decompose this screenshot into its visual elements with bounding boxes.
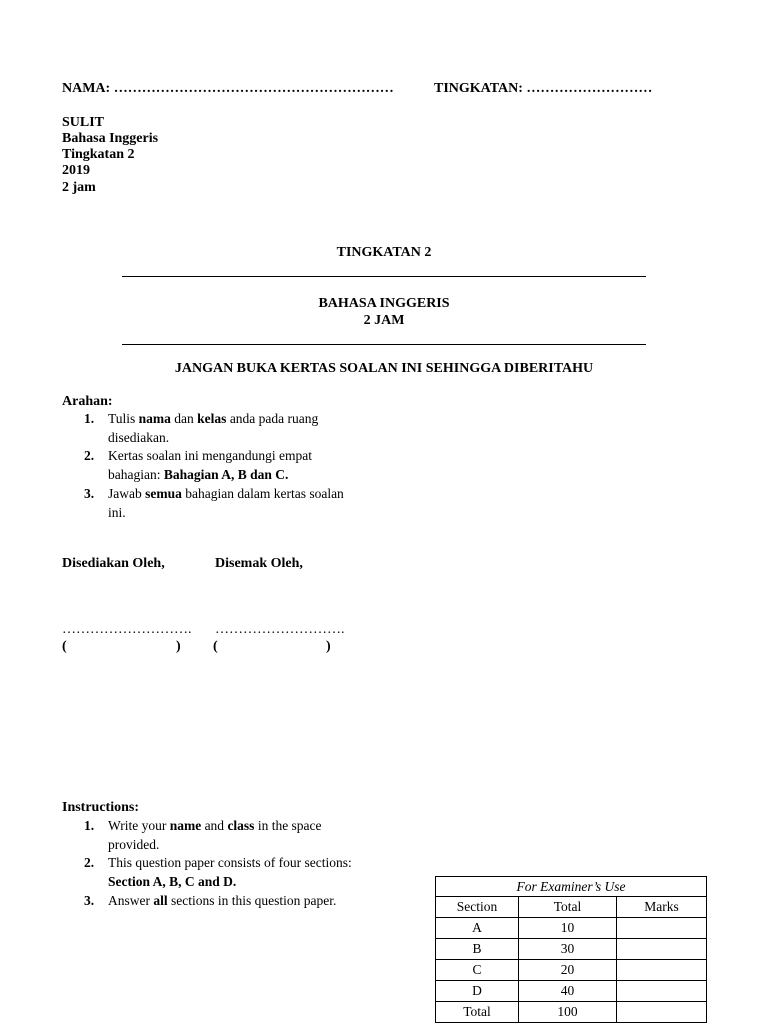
cell-marks[interactable] (617, 981, 707, 1002)
name-field-label: NAMA: …………………………………………………… (62, 81, 394, 96)
header-total: Total (519, 897, 617, 918)
cell-marks[interactable] (617, 960, 707, 981)
cell-total: 100 (519, 1002, 617, 1023)
arahan-item-1: 1. Tulis nama dan kelas anda pada ruang disediakan. (84, 411, 319, 445)
title-divider-top (122, 276, 646, 277)
cell-total: 40 (519, 981, 617, 1002)
table-row-total (436, 1002, 707, 1023)
checked-by-label: Disemak Oleh, (215, 556, 303, 571)
cell-marks[interactable] (617, 939, 707, 960)
year-text: 2019 (62, 163, 90, 178)
prepared-signature-line: ………………………. (62, 622, 192, 637)
cell-marks[interactable] (617, 1002, 707, 1023)
header-marks: Marks (617, 897, 707, 918)
cell-section: B (436, 939, 519, 960)
cell-section: D (436, 981, 519, 1002)
checked-signature-line: ………………………. (215, 622, 345, 637)
subject-text: Bahasa Inggeris (62, 131, 159, 146)
examiner-marks-table (435, 876, 707, 1023)
instruction-item-number: 3. (84, 893, 95, 908)
duration-text: 2 jam (62, 180, 96, 195)
cell-total: 10 (519, 918, 617, 939)
instruction-item-2: 2. This question paper consists of four sections: Section A, B, C and D. (84, 855, 352, 889)
title-duration: 2 JAM (363, 313, 405, 328)
checked-paren-open: ( (213, 639, 218, 654)
arahan-heading: Arahan: (62, 394, 113, 409)
table-row (436, 960, 707, 981)
cell-total: 30 (519, 939, 617, 960)
cell-section: A (436, 918, 519, 939)
cell-section: Total (436, 1002, 519, 1023)
cell-marks[interactable] (617, 918, 707, 939)
title-divider-bottom (122, 344, 646, 345)
cell-section: C (436, 960, 519, 981)
instructions-heading: Instructions: (62, 800, 140, 815)
prepared-by-label: Disediakan Oleh, (62, 556, 165, 571)
instruction-item-1: 1. Write your name and class in the space provided. (84, 818, 322, 852)
warning-text: JANGAN BUKA KERTAS SOALAN INI SEHINGGA DIBERITAHU (174, 361, 594, 376)
checked-paren-close: ) (326, 639, 331, 654)
table-row (436, 981, 707, 1002)
arahan-item-2: 2. Kertas soalan ini mengandungi empat bahagian: Bahagian A, B dan C. (84, 448, 312, 482)
title-subject: BAHASA INGGERIS (318, 296, 450, 311)
instruction-item-3: 3. Answer all sections in this question paper. (84, 892, 374, 912)
arahan-item-3: 3. Jawab semua bahagian dalam kertas soalan ini. (84, 486, 344, 520)
arahan-item-number: 2. (84, 448, 95, 463)
classification-text: SULIT (62, 115, 105, 130)
form-field-label: TINGKATAN: ……………………… (434, 81, 653, 96)
table-row (436, 918, 707, 939)
form-text: Tingkatan 2 (62, 147, 135, 162)
instruction-item-number: 2. (84, 855, 95, 870)
header-section: Section (436, 897, 519, 918)
table-header-row (436, 897, 707, 918)
prepared-paren-close: ) (176, 639, 181, 654)
arahan-item-number: 3. (84, 486, 95, 501)
title-form: TINGKATAN 2 (336, 245, 432, 260)
prepared-paren-open: ( (62, 639, 67, 654)
table-caption: For Examiner’s Use (436, 877, 707, 897)
table-row (436, 939, 707, 960)
cell-total: 20 (519, 960, 617, 981)
instruction-item-number: 1. (84, 818, 95, 833)
arahan-item-number: 1. (84, 411, 95, 426)
